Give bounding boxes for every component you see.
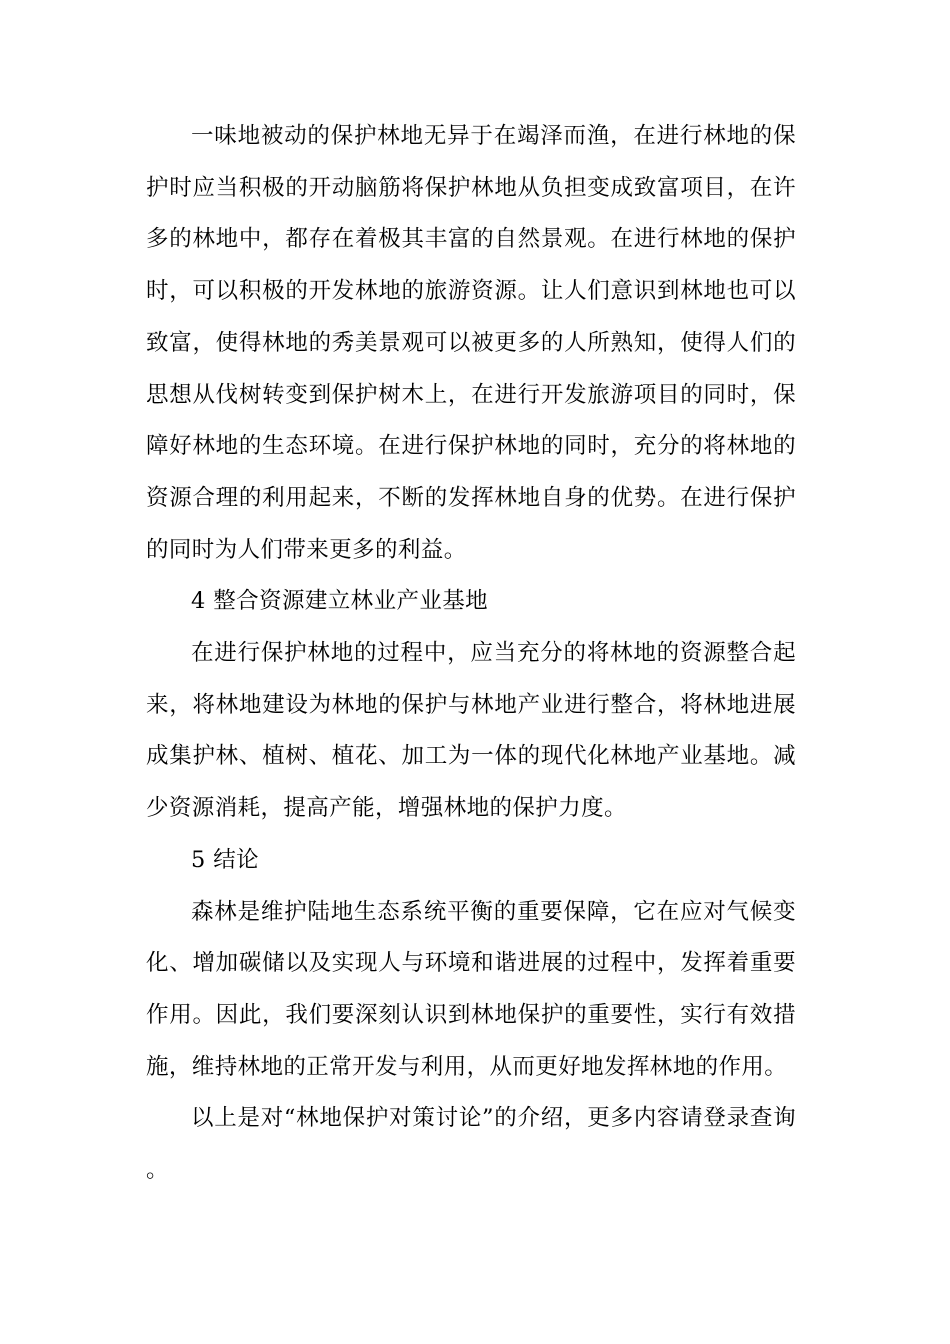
paragraph-tourism-development: 一味地被动的保护林地无异于在竭泽而渔，在进行林地的保护时应当积极的开动脑筋将保护林地从负担变成致富项目，在许多的林地中，都存在着极其丰富的自然景观。在进行林地的保护时，可以积极的开发林地的旅游资源。让人们意识到林地也可以致富，使得林地的秀美景观可以被更多的人所熟知，使得人们的思想从伐树转变到保护树木上，在进行开发旅游项目的同时，保障好林地的生态环境。在进行保护林地的同时，充分的将林地的资源合理的利用起来，不断的发挥林地自身的优势。在进行保护的同时为人们带来更多的利益。 [146,123,796,563]
paragraph-resource-integration: 在进行保护林地的过程中，应当充分的将林地的资源整合起来，将林地建设为林地的保护与林地产业进行整合，将林地进展成集护林、植树、植花、加工为一体的现代化林地产业基地。减少资源消耗，提高产能，增强林地的保护力度。 [146,640,796,822]
paragraph-closing-note: 以上是对“林地保护对策讨论”的介绍，更多内容请登录查询。 [146,1105,796,1184]
document-body [146,111,796,1197]
section-heading-industry-base: 4 整合资源建立林业产业基地 [191,588,489,615]
paragraph-conclusion: 森林是维护陆地生态系统平衡的重要保障，它在应对气候变化、增加碳储以及实现人与环境和谐进展的过程中，发挥着重要作用。因此，我们要深刻认识到林地保护的重要性，实行有效措施，维持林地的正常开发与利用，从而更好地发挥林地的作用。 [146,898,796,1080]
section-heading-conclusion: 5 结论 [191,846,260,873]
